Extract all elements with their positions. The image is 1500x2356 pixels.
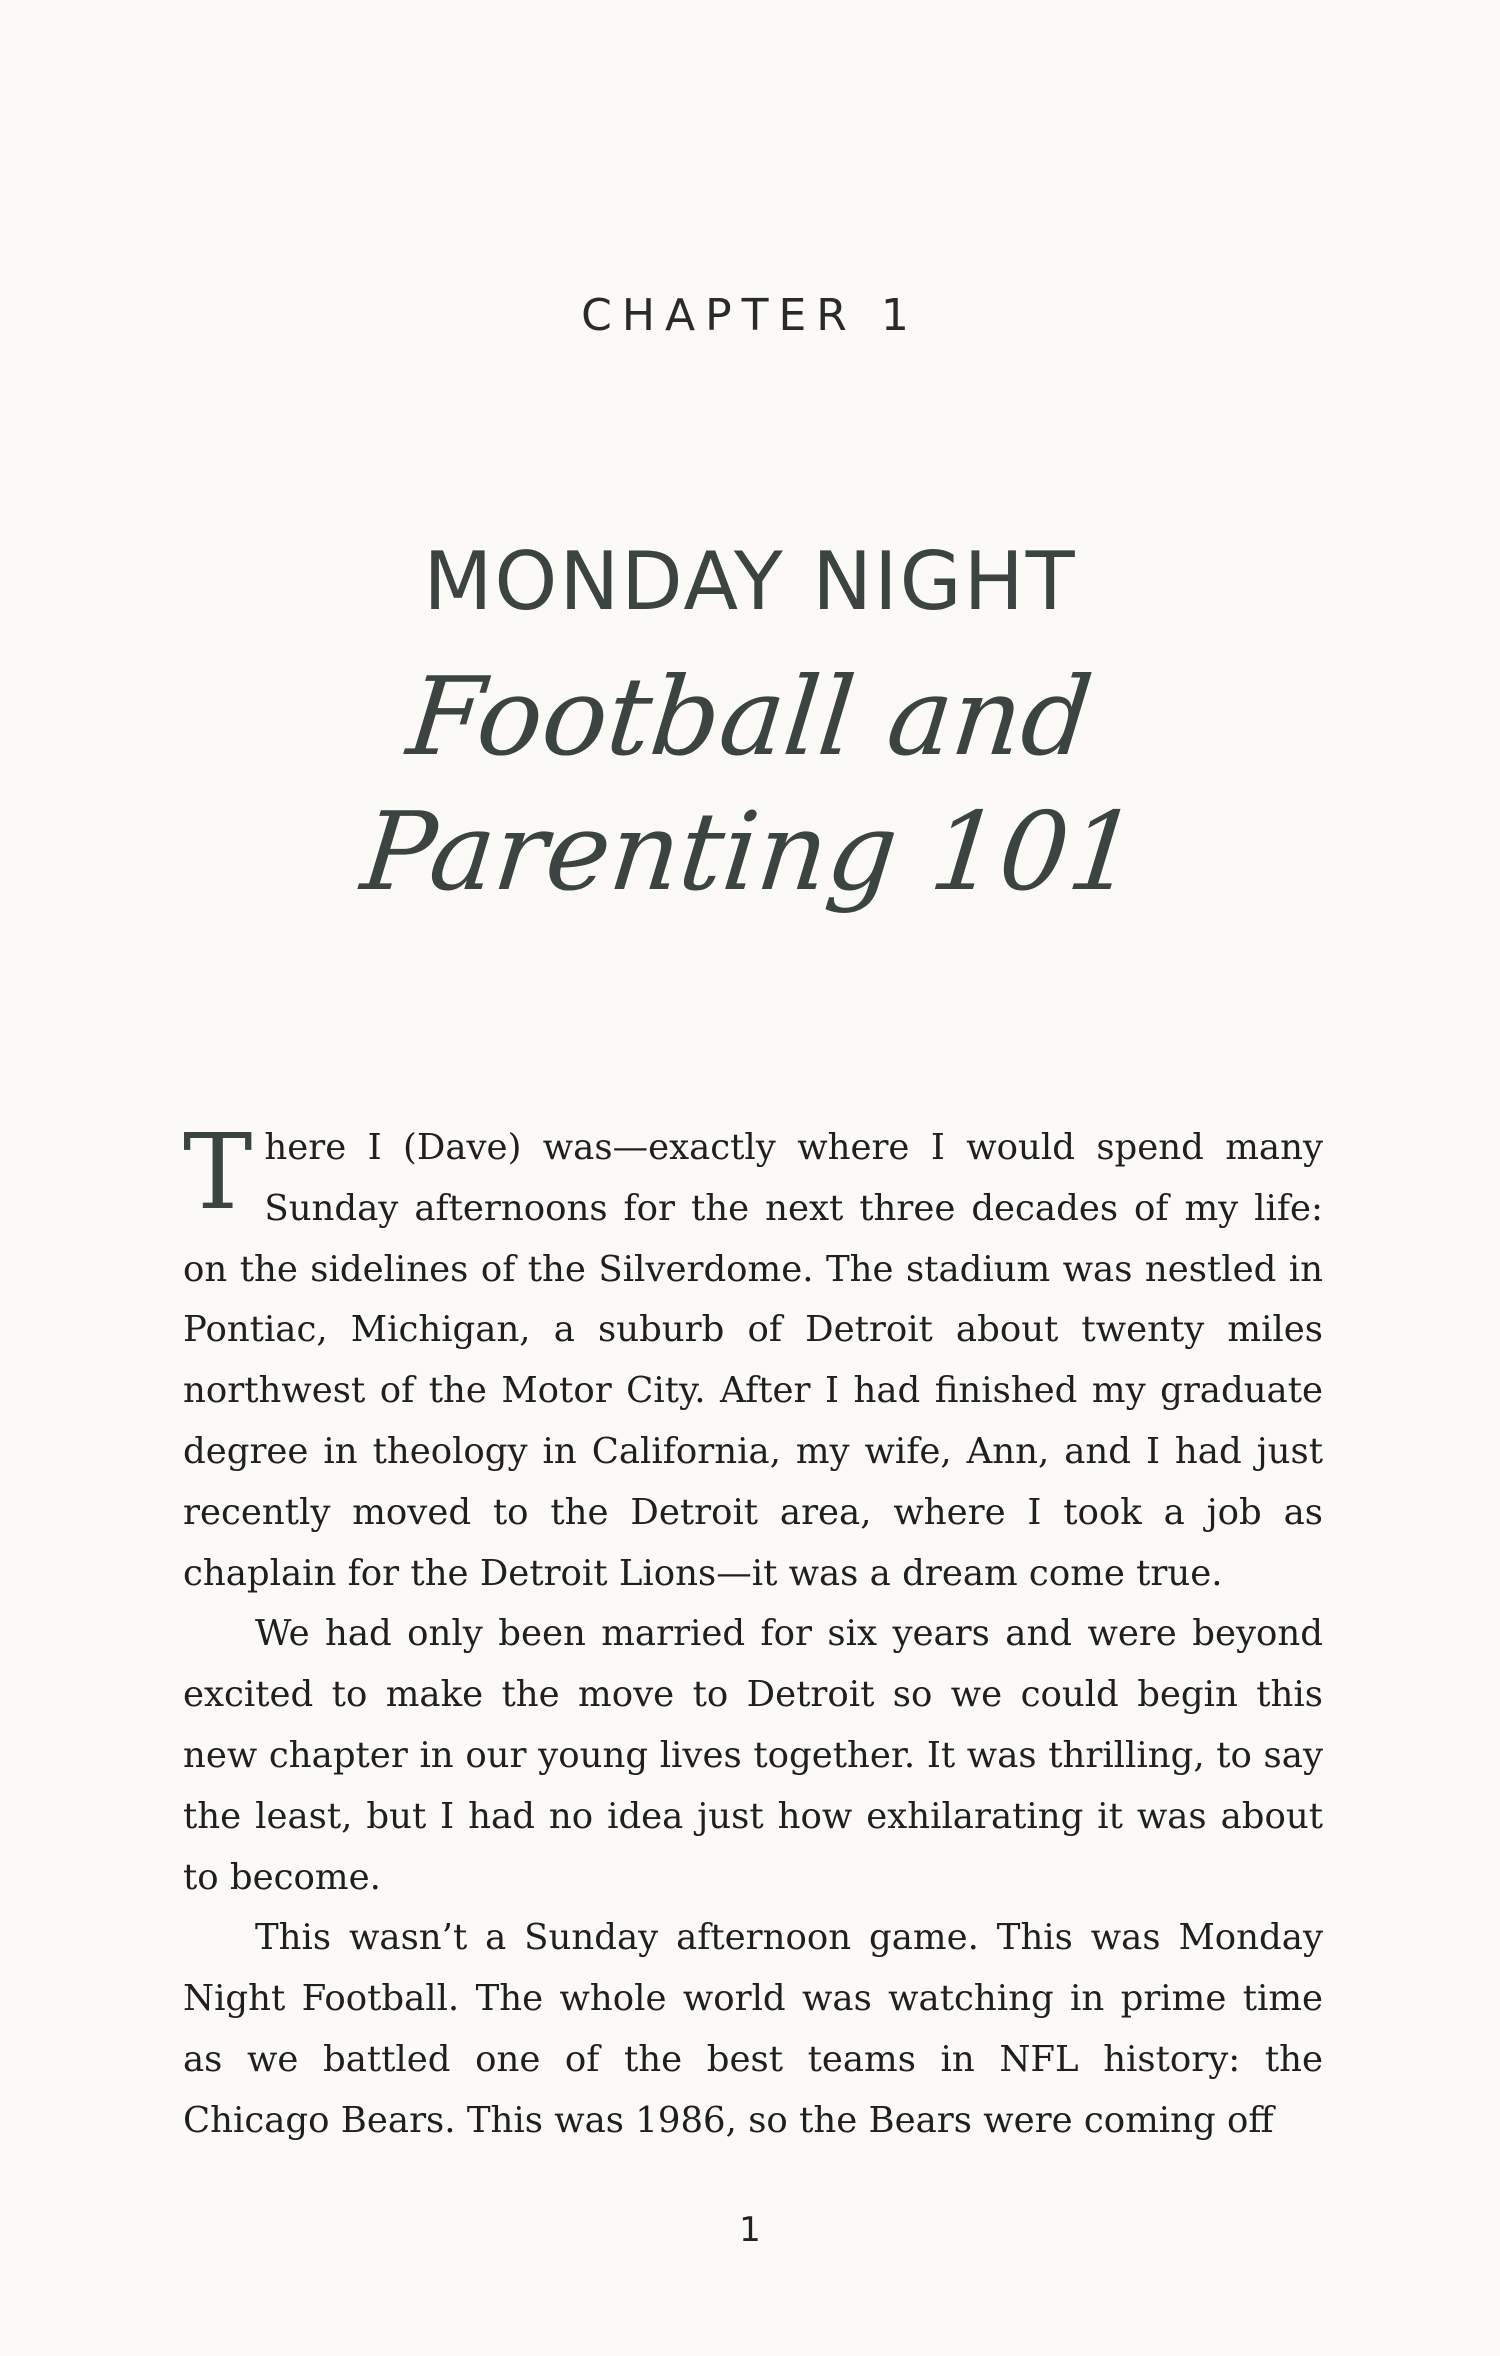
- body-text: [183, 1111, 1323, 2152]
- paragraph: We had only been married for six years and were beyond excited to make the move to Detroit so we could begin this new chapter in our young lives together. It was thrilling, to say the least, but I had no idea just how exhilarating it was about to become.: [183, 1613, 1323, 1898]
- paragraph-text: here I (Dave) was—exactly where I would spend many Sunday afternoons for the next three decades of my life: on the sidelines of the Silverdome. The stadium was nestled in Pontiac, Michigan, a suburb of Detroit about twenty miles northwest of the Motor City. After I had finished my graduate degree in theology in California, my wife, Ann, and I had just recently moved to the Detroit area, where I took a job as chaplain for the Detroit Lions—it was a dream come true.: [183, 1127, 1323, 1594]
- page-number: 1: [739, 2210, 761, 2250]
- chapter-label: CHAPTER 1: [581, 290, 919, 341]
- paragraph: This wasn’t a Sunday afternoon game. This was Monday Night Football. The whole world was watching in prime time as we battled one of the best teams in NFL history: the Chicago Bears. This was 1986, so the Bears were coming off: [183, 1917, 1323, 2141]
- paragraph: [183, 1111, 1323, 1604]
- chapter-title: MONDAY NIGHT: [423, 535, 1077, 628]
- chapter-subtitle-line-1: Football and: [402, 655, 1098, 780]
- drop-cap: T: [183, 1111, 253, 1233]
- chapter-subtitle-line-2: Parenting 101: [356, 790, 1144, 915]
